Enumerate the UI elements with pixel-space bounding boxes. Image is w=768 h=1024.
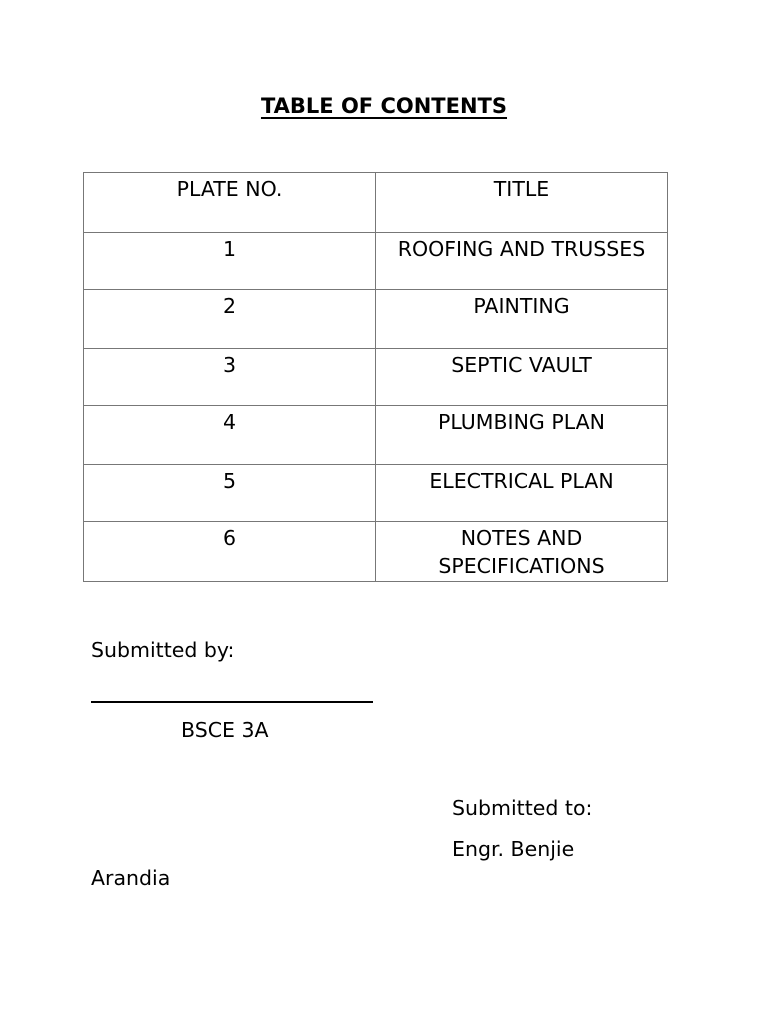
table-header-row <box>84 173 668 233</box>
plate-number-cell: 3 <box>84 349 376 406</box>
plate-title-line: SPECIFICATIONS <box>438 554 605 578</box>
table-row <box>84 465 668 522</box>
plate-title-cell: PLUMBING PLAN <box>376 406 668 465</box>
contents-table <box>83 172 668 582</box>
recipient-name-line1: Engr. Benjie <box>452 837 575 861</box>
table-row <box>84 522 668 582</box>
table-row <box>84 233 668 290</box>
recipient-name-line2: Arandia <box>91 866 171 890</box>
plate-title-line: NOTES AND <box>460 526 583 550</box>
table-row <box>84 290 668 349</box>
column-header-plate-no: PLATE NO. <box>84 173 376 233</box>
submitted-by-label: Submitted by: <box>91 638 235 662</box>
plate-number-cell: 5 <box>84 465 376 522</box>
plate-title-cell: ELECTRICAL PLAN <box>376 465 668 522</box>
column-header-title: TITLE <box>376 173 668 233</box>
page-title-text: TABLE OF CONTENTS <box>260 94 508 118</box>
plate-number-cell: 6 <box>84 522 376 582</box>
plate-number-cell: 1 <box>84 233 376 290</box>
table-row <box>84 349 668 406</box>
submitted-to-label: Submitted to: <box>452 796 593 820</box>
plate-title-cell: ROOFING AND TRUSSES <box>376 233 668 290</box>
plate-number-cell: 2 <box>84 290 376 349</box>
table-row <box>84 406 668 465</box>
plate-title-cell: SEPTIC VAULT <box>376 349 668 406</box>
signature-line <box>91 701 373 703</box>
submitter-name: BSCE 3A <box>181 718 269 742</box>
plate-title-cell: PAINTING <box>376 290 668 349</box>
plate-number-cell: 4 <box>84 406 376 465</box>
page-title <box>0 92 768 120</box>
plate-title-cell <box>376 522 668 582</box>
